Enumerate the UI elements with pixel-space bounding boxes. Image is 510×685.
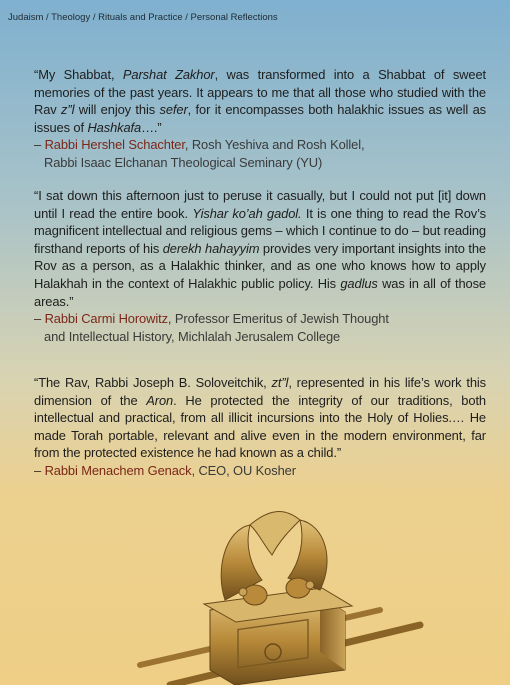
quote-text: , represented in his life’s work this dimension of the — [34, 375, 486, 408]
author-role: , Rosh Yeshiva and Rosh Kollel, — [184, 137, 365, 153]
author-institution: Rabbi Isaac Elchanan Theological Seminary (YU) — [44, 154, 323, 170]
quote-italic: Aron — [146, 392, 174, 408]
quote-italic: z”l — [61, 102, 75, 118]
quote-text: “I sat down this afternoon just to peruse it casually, but I could not put [it] down until I read the entire book. — [34, 188, 486, 221]
ark-box — [204, 588, 352, 685]
quote-italic: derekh hahayyim — [162, 240, 260, 256]
endorsement-quote-2 — [34, 187, 486, 345]
author-name: Rabbi Carmi Horowitz — [44, 311, 168, 327]
attribution: – Rabbi Carmi Horowitz, Professor Emeritus of Jewish Thought and Intellectual History, Michlalah Jerusalem College — [34, 310, 486, 345]
quote-text: provides very important insights into the Rov as a person, as a Halakhic thinker, and as one who knows how to apply Halakhah in the context of Halakhic public policy. His — [34, 240, 486, 291]
quote-text: . He protected the integrity of our traditions, both intellectual and practical, from all illicit incursions into the Holy of Holies.… He made Torah portable, relevant and alive even in the modern environment, far from the protected existence he had known as a child.” — [34, 392, 486, 461]
breadcrumb: Judaism / Theology / Rituals and Practice / Personal Reflections — [8, 12, 278, 23]
attribution: – Rabbi Menachem Genack, CEO, OU Kosher — [34, 462, 296, 478]
quote-text: will enjoy this — [74, 102, 160, 118]
quote-text: “My Shabbat, — [34, 67, 123, 82]
quote-text: “The Rav, Rabbi Joseph B. Soloveitchik, — [34, 375, 272, 390]
quote-italic: gadlus — [340, 275, 378, 291]
quote-italic: sefer — [159, 102, 188, 118]
ark-of-the-covenant-illustration — [0, 500, 510, 685]
quote-italic: zt”l — [271, 375, 289, 390]
author-institution: and Intellectual History, Michlalah Jerusalem College — [44, 328, 341, 344]
quote-text: , was transformed into a Shabbat of sweet memories of the past years. It appears to me that all those who studied with the Rav — [34, 67, 487, 118]
quote-text: ….” — [141, 119, 162, 135]
quote-text: , for it encompasses both halakhic issues as well as issues of — [34, 102, 487, 135]
endorsement-quote-3 — [34, 374, 486, 480]
quote-text: was in all of those areas.” — [34, 275, 487, 309]
quote-italic: Parshat Zakhor — [122, 67, 215, 82]
quote-italic: Yishar ko’ah gadol. — [192, 205, 302, 221]
author-role: , CEO, OU Kosher — [191, 462, 296, 478]
attribution: – Rabbi Hershel Schachter, Rosh Yeshiva and Rosh Kollel, Rabbi Isaac Elchanan Theological Seminary (YU) — [34, 136, 486, 171]
quote-text: It is one thing to read the Rov’s magnificent intellectual and religious gems – which I continue to do – but reading firsthand reports of his — [34, 205, 487, 256]
endorsement-quote-1 — [34, 66, 486, 172]
author-name: Rabbi Menachem Genack — [44, 462, 192, 478]
quote-italic: Hashkafa — [87, 119, 142, 135]
author-role: , Professor Emeritus of Jewish Thought — [167, 311, 389, 327]
author-name: Rabbi Hershel Schachter — [44, 137, 185, 153]
